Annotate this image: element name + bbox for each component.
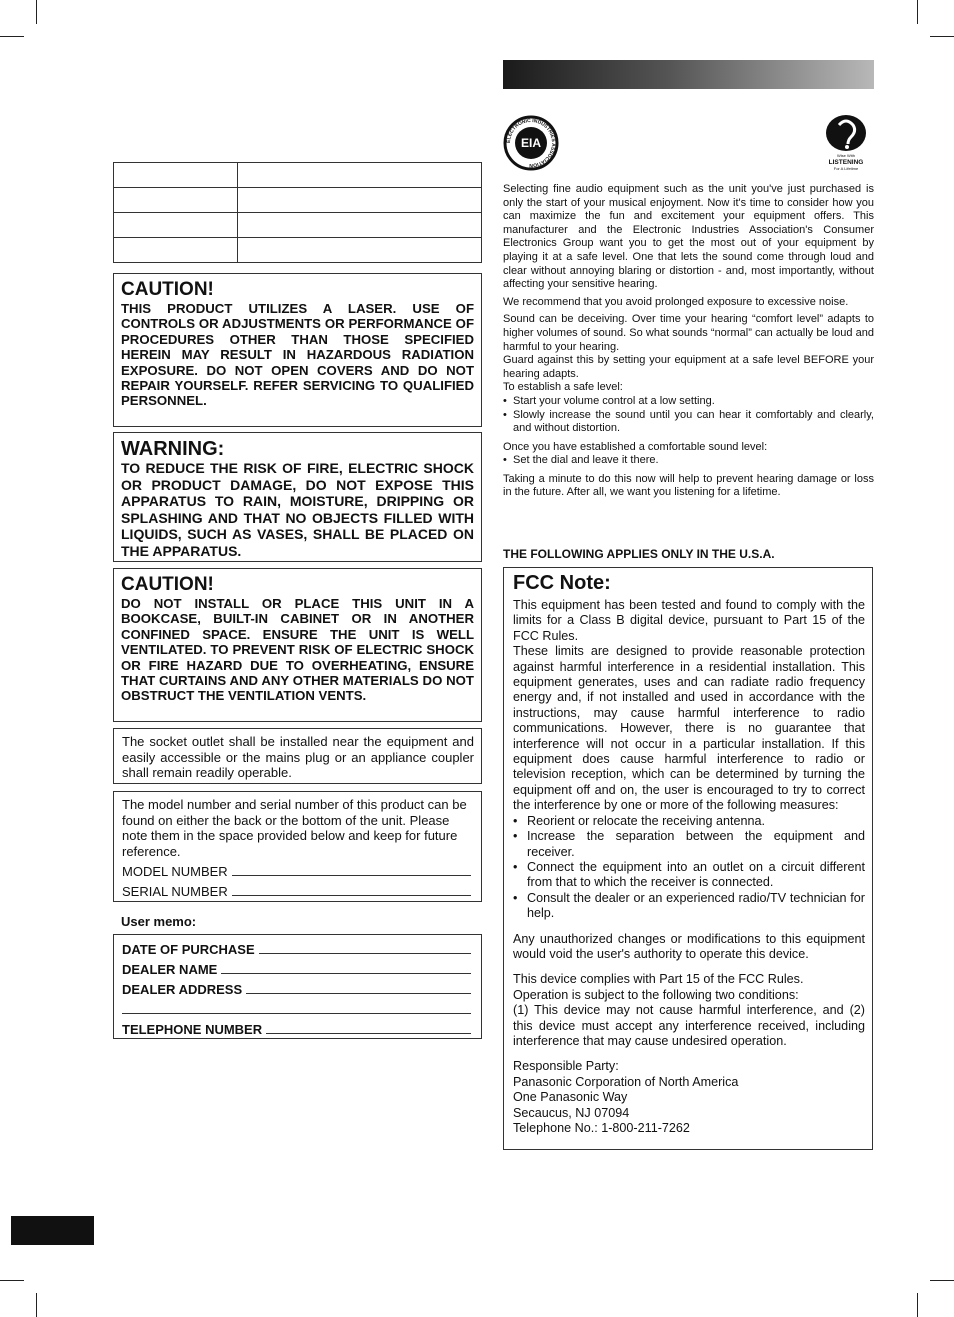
warning-box — [113, 432, 482, 562]
table-row — [114, 163, 482, 188]
laser-caution-box — [113, 273, 482, 427]
list-item: • Connect the equipment into an outlet on a circuit different from that to which the receiver is connected. — [513, 859, 865, 890]
crop-mark — [917, 1293, 918, 1317]
model-note: The model number and serial number of this product can be found on either the back or the bottom of the unit. Please note them in the space provided below and keep for future reference. — [122, 797, 467, 859]
crop-mark — [917, 0, 918, 24]
caution-text: THIS PRODUCT UTILIZES A LASER. USE OF CONTROLS OR ADJUSTMENTS OR PERFORMANCE OF PROCEDURES OTHER THAN THOSE SPECIFIED HEREIN MAY RESULT IN HAZARDOUS RADIATION EXPOSURE. DO NOT OPEN COVERS AND DO NOT REPAIR YOURSELF. REFER SERVICING TO QUALIFIED PERSONNEL. — [121, 301, 474, 409]
ear-icon — [822, 113, 870, 173]
contact-line: One Panasonic Way — [513, 1090, 628, 1105]
dealer-name-field[interactable] — [122, 957, 471, 977]
fcc-paragraph: This device complies with Part 15 of the FCC Rules. — [513, 972, 804, 987]
list-item: • Set the dial and leave it there. — [503, 454, 659, 467]
responsible-party — [513, 1059, 865, 1136]
table-row — [114, 238, 482, 263]
model-number-label: MODEL NUMBER — [122, 864, 228, 879]
fcc-paragraph: (1) This device may not cause harmful interference, and (2) this device must accept any interference received, including interference that may cause undesired operation. — [513, 1003, 865, 1048]
dealer-address-line2[interactable] — [122, 997, 471, 1017]
svg-text:For A Lifetime: For A Lifetime — [833, 166, 859, 171]
fcc-paragraph: These limits are designed to provide reasonable protection against harmful interference in a residential installation. This equipment generates, uses and can radiate radio frequency energy and, if not installed and used in accordance with the instructions, may cause harmful interference to radio communications. However, there is no guarantee that interference will not occur in a particular installation. If this equipment does cause harmful interference to radio or television reception, which can be determined by turning the equipment off and on, the user is encouraged to try to correct the interference by one or more of the following measures: — [513, 644, 865, 813]
usa-heading: THE FOLLOWING APPLIES ONLY IN THE U.S.A. — [503, 547, 775, 561]
deceiving-paragraph: Sound can be deceiving. Over time your hearing “comfort level” adapts to higher volumes of sound. So what sounds “normal” can actually be loud and harmful to your hearing. — [503, 313, 874, 353]
page-tab — [11, 1216, 94, 1245]
fcc-paragraph: This equipment has been tested and found to comply with the limits for a Class B digital device, pursuant to Part 15 of the FCC Rules. — [513, 598, 865, 643]
accessory-table — [113, 162, 482, 263]
recommend-paragraph: We recommend that you avoid prolonged exposure to excessive noise. — [503, 295, 849, 308]
model-serial-box — [113, 791, 482, 902]
hearing-safety-text — [503, 183, 874, 500]
contact-line: Responsible Party: — [513, 1059, 619, 1074]
model-number-field[interactable] — [122, 859, 471, 879]
caution-text: DO NOT INSTALL OR PLACE THIS UNIT IN A BOOKCASE, BUILT-IN CABINET OR IN ANOTHER CONFINED SPACE. ENSURE THE UNIT IS WELL VENTILATED. TO PREVENT RISK OF ELECTRIC SHOCK OR FIRE HAZARD DUE TO OVERHEATING, ENSURE THAT CURTAINS AND ANY OTHER MATERIALS DO NOT OBSTRUCT THE VENTILATION VENTS. — [121, 596, 474, 704]
serial-number-label: SERIAL NUMBER — [122, 884, 228, 899]
svg-text:EIA: EIA — [520, 136, 542, 150]
telephone-number-field[interactable] — [122, 1017, 471, 1037]
list-item: • Increase the separation between the equipment and receiver. — [513, 829, 865, 859]
svg-text:ELECTRONIC INDUSTRIES ASSOCIAT: ELECTRONIC INDUSTRIES ASSOCIATION — [505, 117, 557, 169]
listening-logo — [822, 113, 870, 173]
intro-paragraph: Selecting fine audio equipment such as the unit you've just purchased is only the start of your musical enjoyment. Now it's time to consider how you can maximize the fun and excitement your equipment offers. This manufacturer and the Electronic Industries Association's Consumer Electronics Group want you to get the most out of your equipment by playing it at a safe level. One that lets the sound come through loud and clear without annoying blaring or distortion - and, most importantly, without affecting your sensitive hearing. — [503, 183, 874, 291]
closing-paragraph: Taking a minute to do this now will help to prevent hearing damage or loss in the future. After all, we want you listening for a lifetime. — [503, 472, 874, 499]
fcc-paragraph: Any unauthorized changes or modifications to this equipment would void the user's authority to operate this device. — [513, 931, 865, 961]
guard-paragraph: Guard against this by setting your equipment at a safe level BEFORE your hearing adapts. — [503, 354, 874, 380]
warning-text: TO REDUCE THE RISK OF FIRE, ELECTRIC SHOCK OR PRODUCT DAMAGE, DO NOT EXPOSE THIS APPARATUS TO RAIN, MOISTURE, DRIPPING OR SPLASHING AND THAT NO OBJECTS FILLED WITH LIQUIDS, SUCH AS VASES, SHALL BE PLACED ON THE APPARATUS. — [121, 460, 474, 559]
section-header-bar — [503, 60, 874, 89]
crop-mark — [930, 36, 954, 37]
dealer-address-field[interactable] — [122, 977, 471, 997]
telephone-number-label: TELEPHONE NUMBER — [122, 1022, 263, 1037]
ventilation-caution-box — [113, 568, 482, 722]
list-item: • Reorient or relocate the receiving antenna. — [513, 813, 766, 828]
crop-mark — [36, 1293, 37, 1317]
eia-seal-icon — [503, 115, 559, 171]
contact-line: Panasonic Corporation of North America — [513, 1074, 739, 1089]
fcc-note-box — [503, 567, 873, 1150]
crop-mark — [0, 1280, 24, 1281]
contact-line: Telephone No.: 1-800-211-7262 — [513, 1121, 690, 1135]
crop-mark — [36, 0, 37, 24]
caution-title: CAUTION! — [121, 279, 214, 300]
user-memo-heading: User memo: — [121, 914, 197, 929]
warning-title: WARNING: — [121, 438, 225, 460]
socket-note-box — [113, 728, 482, 784]
fcc-paragraph: Operation is subject to the following two conditions: — [513, 987, 799, 1002]
dealer-name-label: DEALER NAME — [122, 962, 218, 977]
list-item: • Slowly increase the sound until you can hear it comfortably and clearly, and without distortion. — [503, 408, 874, 435]
crop-mark — [930, 1280, 954, 1281]
list-item: • Consult the dealer or an experienced radio/TV technician for help. — [513, 890, 865, 921]
table-row — [114, 213, 482, 238]
date-of-purchase-field[interactable] — [122, 937, 471, 957]
svg-text:LISTENING: LISTENING — [828, 159, 864, 166]
comfortable-level-heading: Once you have established a comfortable sound level: — [503, 440, 768, 453]
user-memo-box — [113, 934, 482, 1039]
table-row — [114, 188, 482, 213]
date-of-purchase-label: DATE OF PURCHASE — [122, 942, 255, 957]
eia-logo — [503, 115, 559, 171]
list-item: • Start your volume control at a low setting. — [503, 394, 715, 407]
dealer-address-label: DEALER ADDRESS — [122, 982, 243, 997]
crop-mark — [0, 36, 24, 37]
socket-note: The socket outlet shall be installed near the equipment and easily accessible or the mains plug or an appliance coupler shall remain readily operable. — [122, 734, 474, 780]
caution-title: CAUTION! — [121, 574, 214, 595]
fcc-note-title: FCC Note: — [513, 572, 611, 594]
serial-number-field[interactable] — [122, 879, 471, 899]
svg-text:Wise With: Wise With — [837, 153, 855, 158]
safe-level-heading: To establish a safe level: — [503, 381, 623, 394]
contact-line: Secaucus, NJ 07094 — [513, 1105, 630, 1120]
